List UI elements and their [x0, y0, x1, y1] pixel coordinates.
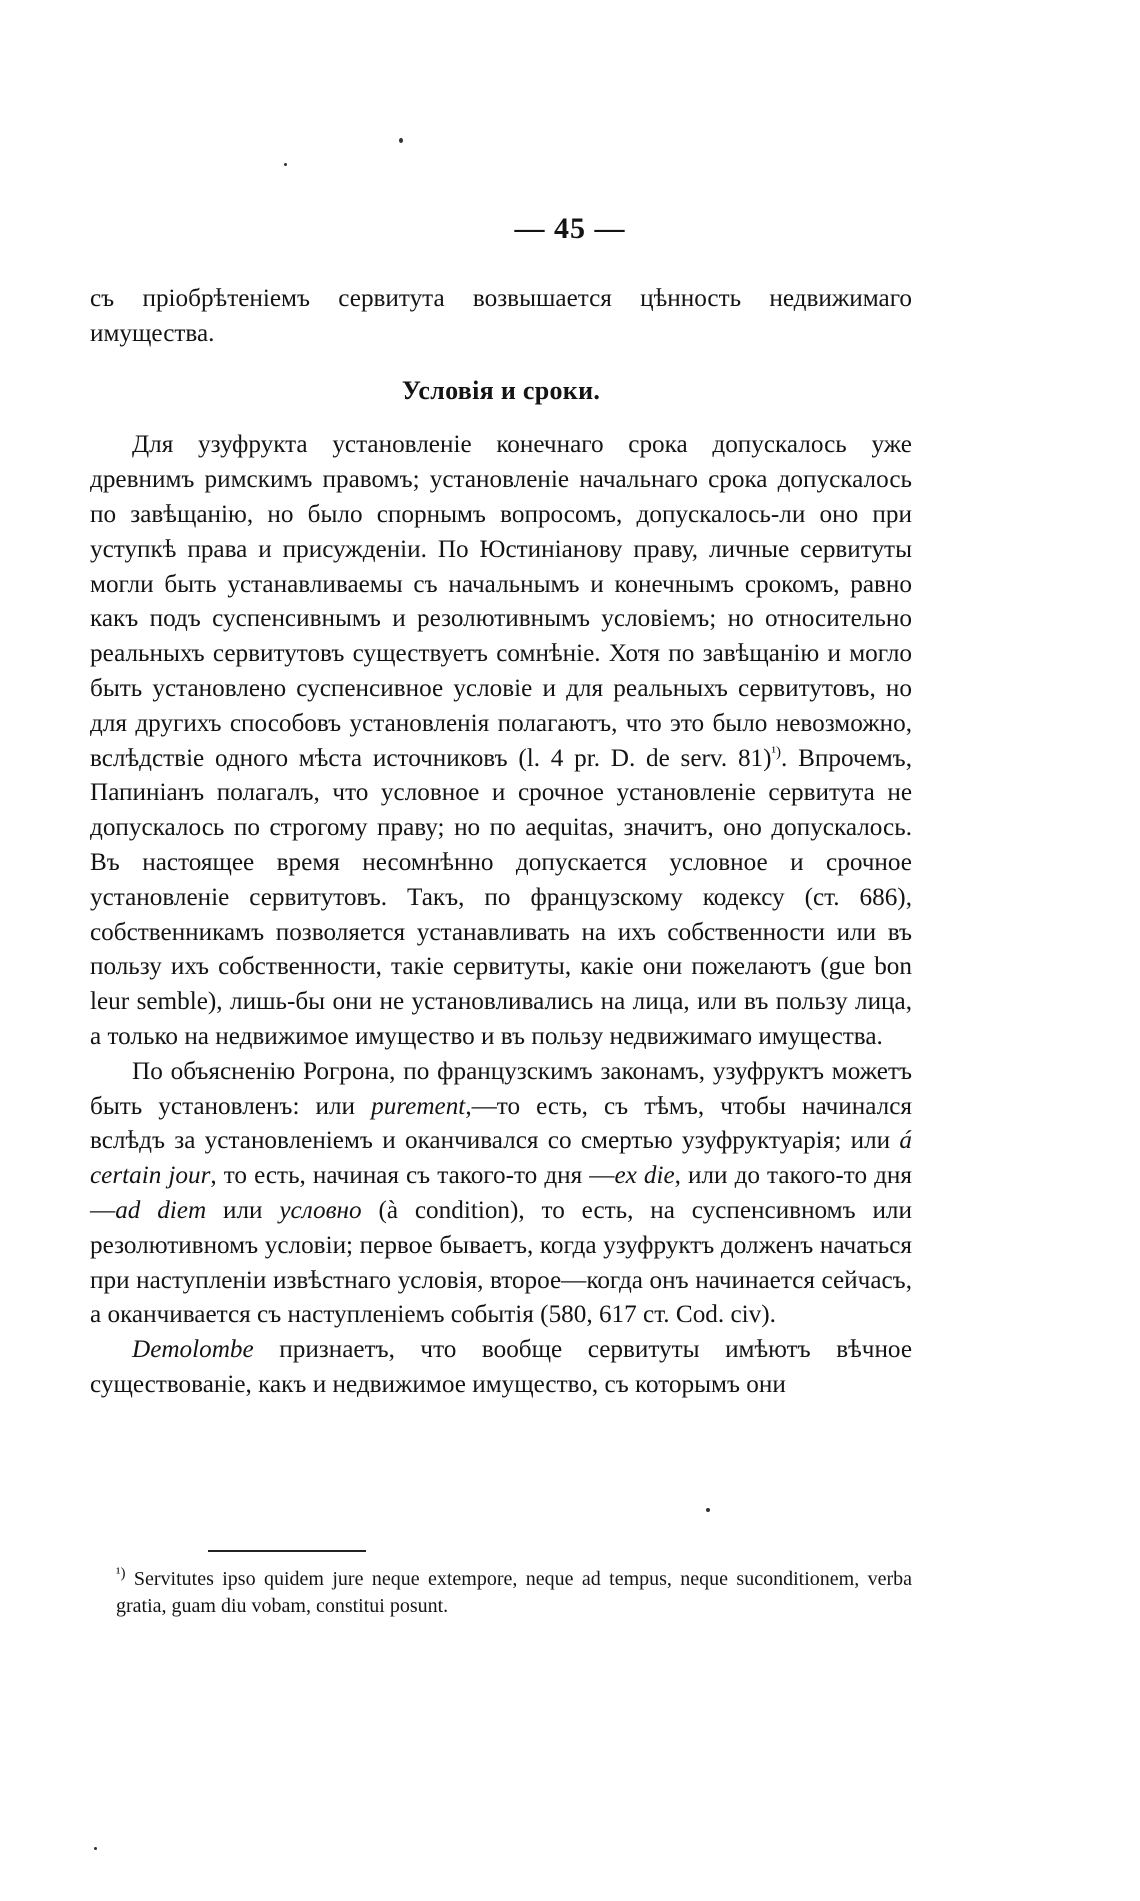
paragraph-1-part-1: Для узуфрукта установленіе конечнаго срока допускалось уже древнимъ римскимъ правомъ; установленіе начальнаго срока допускалось по завѣщанію, но было спорнымъ вопросомъ, допускалось-ли оно при уступкѣ права и присужденіи. По Юстиніанову праву, личные сервитуты могли быть устанавливаемы съ начальнымъ и конечнымъ срокомъ, равно какъ подъ суспенсивнымъ и резолютивнымъ условіемъ; но относительно реальныхъ сервитутовъ существуетъ сомнѣніе. Хотя по завѣщанію и могло быть установлено суспенсивное условіе и для реальныхъ сервитутовъ, но для другихъ способовъ установленія полагаютъ, что это было невозможно, вслѣдствіе одного мѣста источниковъ (l. 4 pr. D. de serv. 81) — [90, 431, 912, 772]
footnote-divider — [208, 1550, 366, 1552]
footnote-text: Servitutes ipso quidem jure neque extempore, neque ad tempus, neque suconditionem, verba gratia, guam diu vobam, constitui posunt. — [116, 1568, 912, 1617]
paragraph-2-text-3: , то есть, начиная съ такого-то дня — — [210, 1162, 615, 1190]
page-number: — 45 — — [514, 212, 626, 245]
paragraph-2-italic-4: ad diem — [115, 1196, 207, 1224]
print-speck — [94, 1847, 97, 1850]
print-speck — [706, 1508, 710, 1512]
paragraph-3-italic-1: Demolombe — [132, 1336, 254, 1364]
paragraph-2-text-6: (à condition), то есть, на суспенсивномъ или резолютивномъ условіи; первое бываетъ, когда узуфруктъ долженъ начаться при наступленіи извѣстнаго условія, второе—когда онъ начинается сейчасъ, а оканчивается съ наступленіемъ событія (580, 617 ст. Cod. civ). — [90, 1196, 912, 1329]
footnote-reference: ¹) — [771, 744, 782, 761]
paragraph-2-italic-1: purement — [371, 1092, 466, 1120]
continuation-paragraph: съ пріобрѣтеніемъ сервитута возвышается цѣнность недвижимаго имущества. — [90, 285, 912, 347]
paragraph-2-text-1: По объясненію Рогрона, по французскимъ законамъ, узуфруктъ можетъ быть установленъ: или — [90, 1057, 912, 1120]
body-text — [90, 282, 912, 1403]
paragraph-3-text-1: признаетъ, что вообще сервитуты имѣютъ вѣчное существованіе, какъ и недвижимое имущество, съ которымъ они — [90, 1336, 912, 1398]
paragraph-1 — [90, 428, 912, 1054]
print-speck — [284, 163, 287, 166]
paragraph-2 — [90, 1055, 912, 1333]
paragraph-2-italic-2: á certain jour — [90, 1127, 912, 1190]
footnote — [116, 1566, 912, 1620]
paragraph-3 — [90, 1333, 912, 1403]
paragraph-2-text-5: или — [206, 1196, 280, 1224]
paragraph-2-text-4: , или до такого-то дня— — [90, 1162, 912, 1224]
paragraph-2-italic-3: ex die — [614, 1162, 675, 1190]
paragraph-2-italic-5: условно — [279, 1196, 362, 1224]
section-heading: Условія и сроки. — [401, 375, 601, 405]
paragraph-2-text-2: ,—то есть, съ тѣмъ, чтобы начинался вслѣдъ за установленіемъ и оканчивался со смертью узуфруктуарія; или — [90, 1092, 912, 1155]
paragraph-1-part-2: . Впрочемъ, Папиніанъ полагалъ, что условное и срочное установленіе сервитута не допускалось по строгому праву; но по aequitas, значитъ, оно допускалось. Въ настоящее время несомнѣнно допускается условное и срочное установленіе сервитутовъ. Такъ, по французскому кодексу (ст. 686), собственникамъ позволяется устанавливать на ихъ собственности или въ пользу ихъ собственности, такіе сервитуты, какіе они пожелаютъ (gue bon leur semble), лишь-бы они не установливались на лица, или въ пользу лица, а только на недвижимое имущество и въ пользу недвижимаго имущества. — [90, 744, 913, 1050]
print-speck — [399, 138, 403, 143]
footnote-marker: ¹) — [116, 1565, 126, 1582]
